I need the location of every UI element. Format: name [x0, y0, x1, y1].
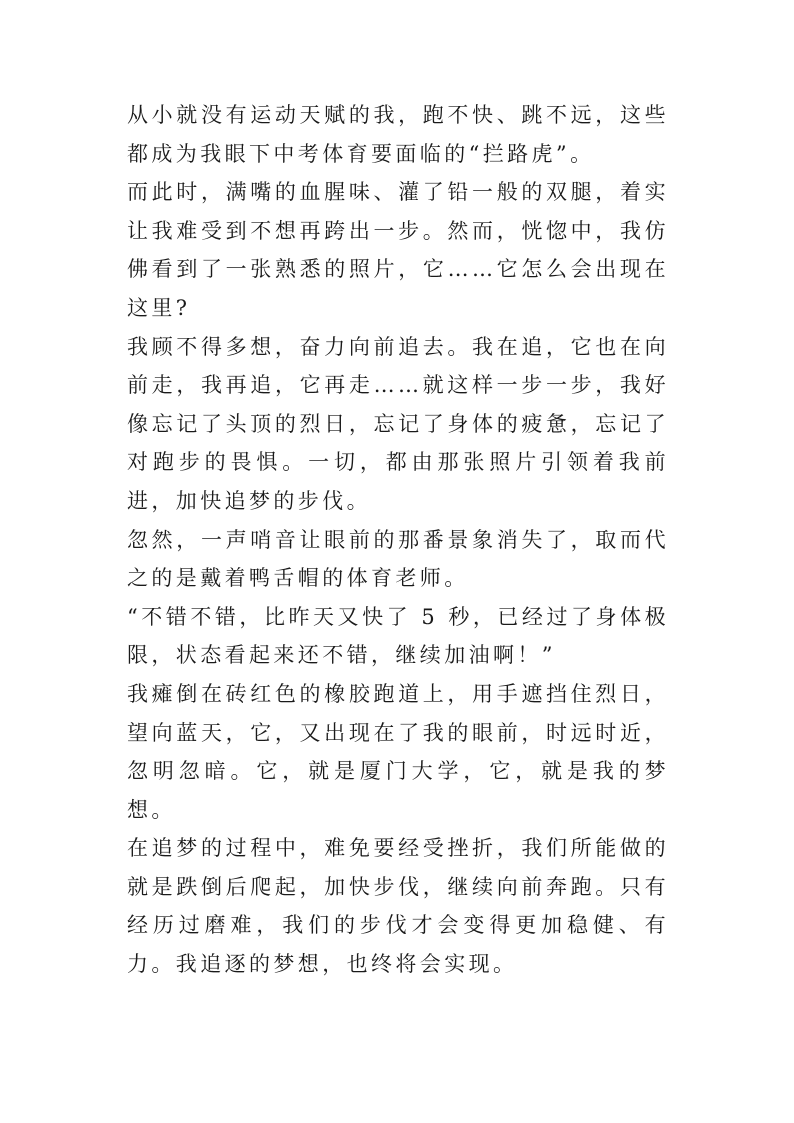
paragraph-6: 我瘫倒在砖红色的橡胶跑道上，用手遮挡住烈日，望向蓝天，它，又出现在了我的眼前，时远时近，忽明忽暗。它，就是厦门大学，它，就是我的梦想。: [127, 681, 669, 822]
paragraph-5: “不错不错，比昨天又快了 5 秒，已经过了身体极限，状态看起来还不错，继续加油啊！”: [127, 604, 669, 668]
essay-body: [127, 96, 669, 984]
paragraph-1: 从小就没有运动天赋的我，跑不快、跳不远，这些都成为我眼下中考体育要面临的“拦路虎”。: [127, 103, 669, 166]
paragraph-7: 在追梦的过程中，难免要经受挫折，我们所能做的就是跌倒后爬起，加快步伐，继续向前奔跑。只有经历过磨难，我们的步伐才会变得更加稳健、有力。我追逐的梦想，也终将会实现。: [127, 836, 669, 977]
paragraph-4: 忽然，一声哨音让眼前的那番景象消失了，取而代之的是戴着鸭舌帽的体育老师。: [127, 527, 669, 591]
paragraph-3: 我顾不得多想，奋力向前追去。我在追，它也在向前走，我再追，它再走……就这样一步一步，我好像忘记了头顶的烈日，忘记了身体的疲惫，忘记了对跑步的畏惧。一切，都由那张照片引领着我前进，加快追梦的步伐。: [127, 334, 669, 513]
paragraph-2: 而此时，满嘴的血腥味、灌了铅一般的双腿，着实让我难受到不想再跨出一步。然而，恍惚中，我仿佛看到了一张熟悉的照片，它……它怎么会出现在这里?: [127, 180, 669, 320]
